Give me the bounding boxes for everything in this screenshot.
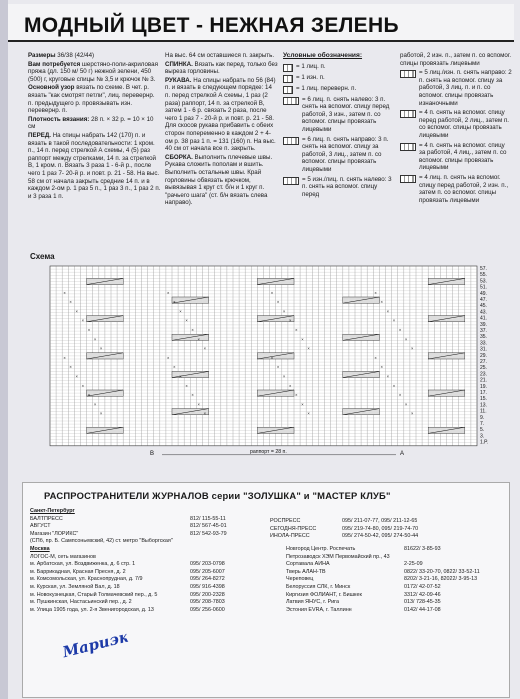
stitch-symbol-icon xyxy=(283,86,293,94)
distributor-row xyxy=(30,538,266,546)
distributors-list-right xyxy=(286,546,506,614)
knitting-chart-svg xyxy=(30,262,510,462)
distributor-name: РОСПРЕСС xyxy=(270,518,301,524)
chart-stitch-mark: × xyxy=(191,328,194,332)
chart-stitch-mark: × xyxy=(173,300,176,305)
distributor-row xyxy=(270,526,470,534)
distributor-name: м. Курская, ул. Земляной Вал, д. 18 xyxy=(30,583,120,590)
distributor-phone: 0822/ 33-20-70, 0822/ 33-52-11 xyxy=(404,568,480,575)
chart-stitch-mark: × xyxy=(270,290,274,295)
distributor-phone: 0172/ 42-07-52 xyxy=(404,583,441,590)
instruction-paragraph xyxy=(28,84,161,114)
chart-row-label: 43. xyxy=(480,309,487,316)
chart-stitch-mark: × xyxy=(301,337,304,342)
legend-column-1 xyxy=(283,52,395,200)
stitch-symbol-icon xyxy=(283,75,293,83)
paragraph-heading: Размеры xyxy=(28,52,56,59)
instruction-paragraph xyxy=(165,77,278,153)
paragraph-text: Вязать как перед, только без выреза горловины. xyxy=(165,60,278,76)
page-binding-edge xyxy=(0,0,8,699)
chart-row-label: 53. xyxy=(480,278,487,285)
chart-stitch-mark: × xyxy=(288,318,292,323)
chart-row-label: 39. xyxy=(480,321,487,328)
chart-stitch-mark: × xyxy=(69,300,72,305)
distributor-name: Белоруссия СЛК, г. Минск xyxy=(286,583,351,590)
paragraph-heading: ПЕРЕД. xyxy=(28,131,51,139)
knitting-chart xyxy=(30,262,510,462)
chart-stitch-mark: × xyxy=(276,300,280,305)
chart-repeat-label: раппорт = 28 п. xyxy=(250,448,287,455)
distributor-phone: 095/ 211-07-77, 095/ 211-12-65 xyxy=(342,518,418,524)
chart-stitch-mark: × xyxy=(197,337,201,342)
distributor-city: Москва xyxy=(30,545,50,552)
distributor-row xyxy=(30,546,266,554)
stitch-symbol-icon xyxy=(400,110,416,118)
chart-row-label: 19. xyxy=(480,383,487,390)
legend-text: = 6 лиц. п. снять налево: 3 п. снять на вспомог. спицу перед работой, 3 изн., затем п. со вспомог. спицы провязать лицевыми xyxy=(302,95,390,133)
distributor-row xyxy=(30,508,266,516)
distributor-phone: 0142/ 44-17-08 xyxy=(404,606,441,613)
legend-text: работой, 2 изн. п., затем п. со вспомог. спицы провязать лицевыми xyxy=(400,52,512,67)
chart-stitch-mark: × xyxy=(410,346,414,351)
chart-stitch-mark: × xyxy=(307,411,310,416)
paragraph-heading: Плотность вязания: xyxy=(28,115,90,123)
chart-row-label: 25. xyxy=(480,365,487,372)
instruction-paragraph xyxy=(165,52,278,60)
chart-stitch-mark: × xyxy=(63,355,66,360)
chart-row-label: 33. xyxy=(480,340,487,347)
distributor-row xyxy=(286,554,506,562)
distributor-row xyxy=(286,561,506,569)
chart-row-label: 47. xyxy=(480,297,487,303)
distributor-name: м. Арбатская, ул. Воздвиженка, д. 6 стр. 1 xyxy=(30,561,136,568)
chart-stitch-mark: × xyxy=(404,402,408,407)
chart-stitch-mark: × xyxy=(307,346,310,351)
chart-stitch-mark: × xyxy=(374,290,377,295)
chart-stitch-mark: × xyxy=(173,365,176,370)
chart-stitch-mark: × xyxy=(288,383,292,388)
paragraph-text: На выс. 64 см оставшиеся п. закрыть. xyxy=(165,52,275,59)
chart-stitch-mark: × xyxy=(75,374,79,379)
chart-stitch-mark: × xyxy=(380,300,384,305)
chart-stitch-mark: × xyxy=(410,411,414,416)
distributor-name: Эстония EVRA, г. Таллинн xyxy=(286,606,352,613)
stitch-symbol-icon xyxy=(400,175,416,183)
paragraph-text: вязать по схеме. В чет. р. вязать "как смотрят петли", лиц. перевернр. п. предыдущего р. провязывать изн. перевернр. п. xyxy=(28,84,155,115)
distributor-row xyxy=(30,561,266,569)
distributor-phone: 81622/ 3-85-93 xyxy=(404,546,441,552)
distributor-city: Санкт-Петербург xyxy=(30,508,75,514)
distributor-row xyxy=(30,554,266,562)
distributor-name: м. Комсомольская, ул. Краснопрудная, д. 7/9 xyxy=(30,576,143,583)
chart-stitch-mark: × xyxy=(179,309,182,314)
distributor-phone: 013/ 728-45-35 xyxy=(404,599,441,606)
legend-text: = 5 лиц./изн. п. снять направо: 2 п. снять на вспомог. спицу за работой, 3 лиц. п. и п. со вспомог. спицы провязать изнаночными xyxy=(419,69,512,107)
chart-stitch-mark: × xyxy=(166,355,170,360)
chart-stitch-mark: × xyxy=(87,393,91,398)
distributor-name: ЛОГОС-М, сеть магазинов xyxy=(30,553,96,560)
distributor-phone: 8202/ 3-21-16, 82022/ 3-95-13 xyxy=(404,576,478,583)
instruction-paragraph xyxy=(28,116,161,131)
instructions-column-1 xyxy=(28,52,161,201)
instructions-column-2 xyxy=(165,52,278,208)
chart-row-label: 57. xyxy=(480,266,487,272)
distributor-name: Киргизия ФОЛИАНТ, г. Бишкек xyxy=(286,591,362,598)
chart-row-label: 21. xyxy=(480,377,487,384)
distributor-phone: 812/ 115-55-11 xyxy=(190,515,226,522)
chart-stitch-mark: × xyxy=(63,290,66,295)
chart-stitch-mark: × xyxy=(179,374,182,379)
chart-marker-b: В xyxy=(150,450,155,457)
paragraph-text: На спицы набрать 142 (170) п. и вязать в такой последовательности: 1 кром. п., 14 п. перед стрелкой А схемы, 4 (5) раз раппорт между стрелками, 14 п. за стрелкой В, 1 кром. п. Вязать 3 раза 1 - 6-й р., после чего 1 раз 7- 20-й р. и повт. р. 21 - 58. На выс. 58 см от начала закрыть средние 14 п. и в каждом 2-ом р. 1 раз 5 п., 1 раз 3 п., 1 раз 2 п. и 3 раза 1 п. xyxy=(28,131,161,200)
distributor-name: Новгород Центр. Роспечать xyxy=(286,546,356,552)
distributor-row xyxy=(30,584,266,592)
chart-stitch-mark: × xyxy=(276,365,280,370)
chart-row-label: 35. xyxy=(480,334,487,341)
chart-row-label: 7. xyxy=(480,421,485,427)
paragraph-text: На спицы набрать по 56 (84) п. и вязать в следующем порядке: 14 п. перед стрелкой А схемы, 1 раз (2 раза) раппорт, 14 п. за стрелкой В, затем 1 - 6 р. связать 2 раза, после чего 1 раз 7 - 20-й р. и повт. р. 21 - 58. Для скосов рукава прибавить с обеих сторон попеременно в каждом 2 + 4-ом р. 38 раз 1 п. = 131 (160) п. На выс. 40 см от начала все п. закрыть. xyxy=(165,76,276,153)
stitch-symbol-icon xyxy=(283,64,293,72)
distributor-name: м. Баррикадная, Красная Пресня, д. 2 xyxy=(30,568,126,575)
chart-stitch-mark: × xyxy=(282,374,286,379)
chart-stitch-mark: × xyxy=(75,309,79,314)
distributor-name: Тверь АЛАН-ТВ xyxy=(286,568,326,575)
distributor-row xyxy=(270,533,470,541)
distributor-name: (СПб, пр. Б. Сампсоньевский, 42) ст. метро "Выборгская" xyxy=(30,538,173,545)
paragraph-heading: РУКАВА. xyxy=(165,76,192,84)
legend-text: = 6 лиц. п. снять направо: 3 п. снять на вспомог. спицу за работой, 3 лиц., затем п. со вспомог. спицы провязать лицевыми xyxy=(302,135,389,173)
stitch-symbol-icon xyxy=(400,143,416,151)
distributor-name: м. Новокузнецкая, Старый Толмачевский пер., д. 5 xyxy=(30,591,158,598)
legend-text: = 1 изн. п. xyxy=(296,73,325,81)
distributor-name: АВГУСТ xyxy=(30,523,51,530)
logo-text: Мариэк xyxy=(60,627,131,662)
chart-stitch-mark: × xyxy=(197,402,201,407)
chart-row-label: 29. xyxy=(480,352,487,359)
stitch-symbol-icon xyxy=(283,137,299,145)
distributor-row xyxy=(270,518,470,526)
distributor-row xyxy=(30,516,266,524)
legend-column-2 xyxy=(400,52,512,206)
stitch-symbol-icon xyxy=(400,70,416,78)
chart-row-label: 49. xyxy=(480,290,487,297)
distributor-name: БАЛТПРЕСС xyxy=(30,515,63,522)
chart-stitch-mark: × xyxy=(404,337,408,342)
chart-stitch-mark: × xyxy=(270,355,274,360)
distributor-row xyxy=(286,607,506,615)
chart-stitch-mark: × xyxy=(87,328,91,332)
page-title: МОДНЫЙ ЦВЕТ - НЕЖНАЯ ЗЕЛЕНЬ xyxy=(24,14,399,37)
distributor-row xyxy=(30,599,266,607)
instruction-paragraph xyxy=(165,61,278,76)
distributor-phone: 095/ 256-0600 xyxy=(190,606,225,613)
legend-text: = 4 п. снять на вспомог. спицу перед работой, 2 лиц., затем п. со вспомог. спицы провязать лицевыми xyxy=(419,109,510,139)
distributor-row xyxy=(286,599,506,607)
chart-row-label: 11. xyxy=(480,408,487,415)
chart-row-label: 3. xyxy=(480,433,485,440)
legend-item xyxy=(400,69,512,107)
chart-stitch-mark: × xyxy=(99,346,103,351)
legend-text: = 4 п. снять на вспомог. спицу за работой, 4 лиц., затем п. со вспомог. спицы провязать лицевыми xyxy=(419,141,507,172)
legend-text: = 5 изн./лиц. п. снять налево: 3 п. снять на вспомог. спицу перед xyxy=(302,175,392,198)
legend-item xyxy=(283,85,395,94)
chart-stitch-mark: × xyxy=(69,365,72,370)
chart-row-label: 37. xyxy=(480,328,487,334)
chart-stitch-mark: × xyxy=(99,411,103,416)
chart-stitch-mark: × xyxy=(392,383,396,388)
distributor-phone: 095/ 916-4398 xyxy=(190,583,225,590)
legend-item xyxy=(283,74,395,83)
chart-row-label: 51. xyxy=(480,284,487,291)
paragraph-text: 28 п. × 32 р. = 10 × 10 см xyxy=(28,115,154,131)
chart-row-label: 27. xyxy=(480,359,487,365)
stitch-symbol-icon xyxy=(283,177,299,185)
distributor-phone: 3312/ 42-09-46 xyxy=(404,591,441,598)
distributor-row xyxy=(30,569,266,577)
paragraph-text: Выполнить плечевые швы. Рукава сложить пополам и вшить. Выполнить остальные швы. Край горловины обвязать крючком, вывязывая 1 круг ст. б/н и 1 круг п. "рачьего шага" (ст. б/н вязать слева направо). xyxy=(165,153,273,207)
distributor-phone: 812/ 542-93-79 xyxy=(190,530,227,537)
chart-stitch-mark: × xyxy=(282,309,286,314)
chart-stitch-mark: × xyxy=(392,318,396,323)
distributor-phone: 095/ 205-6007 xyxy=(190,568,225,575)
chart-stitch-mark: × xyxy=(295,393,298,398)
distributor-phone: 095/ 208-7803 xyxy=(190,599,225,606)
distributor-row xyxy=(286,546,506,554)
chart-stitch-mark: × xyxy=(398,393,402,398)
paragraph-heading: Основной узор xyxy=(28,84,75,92)
distributor-name: Петрозаводск ХЭМ Первомайский пр., 43 xyxy=(286,553,390,560)
chart-row-label: 15. xyxy=(480,396,487,403)
distributor-name: ИНОЛА-ПРЕСС xyxy=(270,533,310,540)
distributor-phone: 095/ 203-0798 xyxy=(190,561,225,568)
paragraph-heading: СБОРКА. xyxy=(165,153,193,161)
chart-stitch-mark: × xyxy=(185,383,188,388)
chart-stitch-mark: × xyxy=(166,290,170,295)
chart-stitch-mark: × xyxy=(93,337,97,342)
distributors-list-left xyxy=(30,508,266,614)
legend-item xyxy=(283,176,395,199)
distributor-row xyxy=(286,569,506,577)
chart-stitch-mark: × xyxy=(295,328,298,332)
legend-item xyxy=(400,142,512,172)
distributor-name: Сортавала АЙНА xyxy=(286,561,330,568)
distributor-row xyxy=(286,584,506,592)
distributor-row xyxy=(286,592,506,600)
chart-title: Схема xyxy=(30,252,55,261)
legend-item xyxy=(400,109,512,139)
stitch-symbol-icon xyxy=(283,97,299,105)
legend-item xyxy=(400,174,512,204)
chart-stitch-mark: × xyxy=(185,318,188,323)
legend-title: Условные обозначения: xyxy=(283,52,363,59)
distributor-phone: 095/ 274-50-42, 095/ 274-50-44 xyxy=(342,533,419,540)
chart-stitch-mark: × xyxy=(191,393,194,398)
distributor-phone: 812/ 567-45-01 xyxy=(190,523,227,530)
instruction-paragraph xyxy=(165,154,278,207)
distributor-phone: 095/ 219-74-80, 095/ 219-74-70 xyxy=(342,525,419,532)
chart-row-label: 9. xyxy=(480,414,485,421)
chart-stitch-mark: × xyxy=(81,383,85,388)
distributor-name: Череповец xyxy=(286,576,314,583)
distributor-row xyxy=(30,531,266,539)
distributor-row xyxy=(30,592,266,600)
distributor-name: Латвия ЯНУС, г. Рига xyxy=(286,599,340,606)
legend-item xyxy=(400,52,512,67)
chart-stitch-mark: × xyxy=(374,355,377,360)
chart-stitch-mark: × xyxy=(380,365,384,370)
chart-row-label: 13. xyxy=(480,402,487,409)
chart-stitch-mark: × xyxy=(203,411,207,416)
chart-stitch-mark: × xyxy=(386,309,390,314)
instruction-paragraph xyxy=(28,61,161,84)
distributor-name: м. Пушкинская, Настасьинский пер., д. 2 xyxy=(30,599,132,606)
distributor-row xyxy=(30,576,266,584)
chart-row-label: 23. xyxy=(480,371,487,378)
chart-row-label: 41. xyxy=(480,315,487,322)
legend-text: = 1 лиц. п. xyxy=(296,62,326,70)
legend-item xyxy=(283,63,395,72)
chart-row-label: 5. xyxy=(480,427,485,434)
chart-row-label: 31. xyxy=(480,346,487,353)
paragraph-heading: СПИНКА. xyxy=(165,60,193,68)
distributor-name: Магазин "ЛОРИКС" xyxy=(30,530,79,537)
legend-text: = 1 лиц. переверн. п. xyxy=(296,84,357,92)
chart-stitch-mark: × xyxy=(301,402,304,407)
distributor-row xyxy=(30,523,266,531)
distributors-list-middle xyxy=(270,518,470,541)
distributor-phone: 2-25-09 xyxy=(404,561,423,568)
distributor-name: СЕГОДНЯ-ПРЕСС xyxy=(270,525,317,532)
chart-row-label: 45. xyxy=(480,303,487,310)
distributor-row xyxy=(30,607,266,615)
chart-stitch-mark: × xyxy=(398,328,402,332)
chart-row-label: 17. xyxy=(480,390,487,396)
distributor-phone: 095/ 264-8272 xyxy=(190,576,225,583)
chart-marker-a: А xyxy=(400,450,405,457)
legend-item xyxy=(283,136,395,174)
paragraph-heading: Вам потребуется xyxy=(28,60,81,68)
distributor-name: м. Улица 1905 года, ул. 2-я Звенигородская, д. 13 xyxy=(30,606,154,613)
chart-stitch-mark: × xyxy=(81,318,85,323)
distributor-phone: 095/ 200-2328 xyxy=(190,591,225,598)
chart-row-label: 55. xyxy=(480,272,487,279)
chart-row-label: 1.Р. xyxy=(480,439,488,446)
legend-item xyxy=(283,96,395,134)
instruction-paragraph xyxy=(28,52,161,60)
paragraph-text: 36/38 (42/44) xyxy=(55,52,95,59)
chart-stitch-mark: × xyxy=(203,346,207,351)
chart-stitch-mark: × xyxy=(93,402,97,407)
paragraph-text: шерстяно-поли-акриловая пряжа (дл. 150 м/ 50 г) нежной зелени, 450 (500) г, круговые спицы № 3,5 и крючок № 3. xyxy=(28,60,158,83)
distributors-title: РАСПРОСТРАНИТЕЛИ ЖУРНАЛОВ серии "ЗОЛУШКА" и "МАСТЕР КЛУБ" xyxy=(44,490,391,501)
chart-stitch-mark: × xyxy=(386,374,390,379)
instruction-paragraph xyxy=(28,132,161,200)
distributor-row xyxy=(286,576,506,584)
legend-text: = 4 лиц. п. снять на вспомог. спицу перед работой, 2 изн. п., затем п. со вспомог. спицы провязать лицевыми xyxy=(419,173,509,204)
